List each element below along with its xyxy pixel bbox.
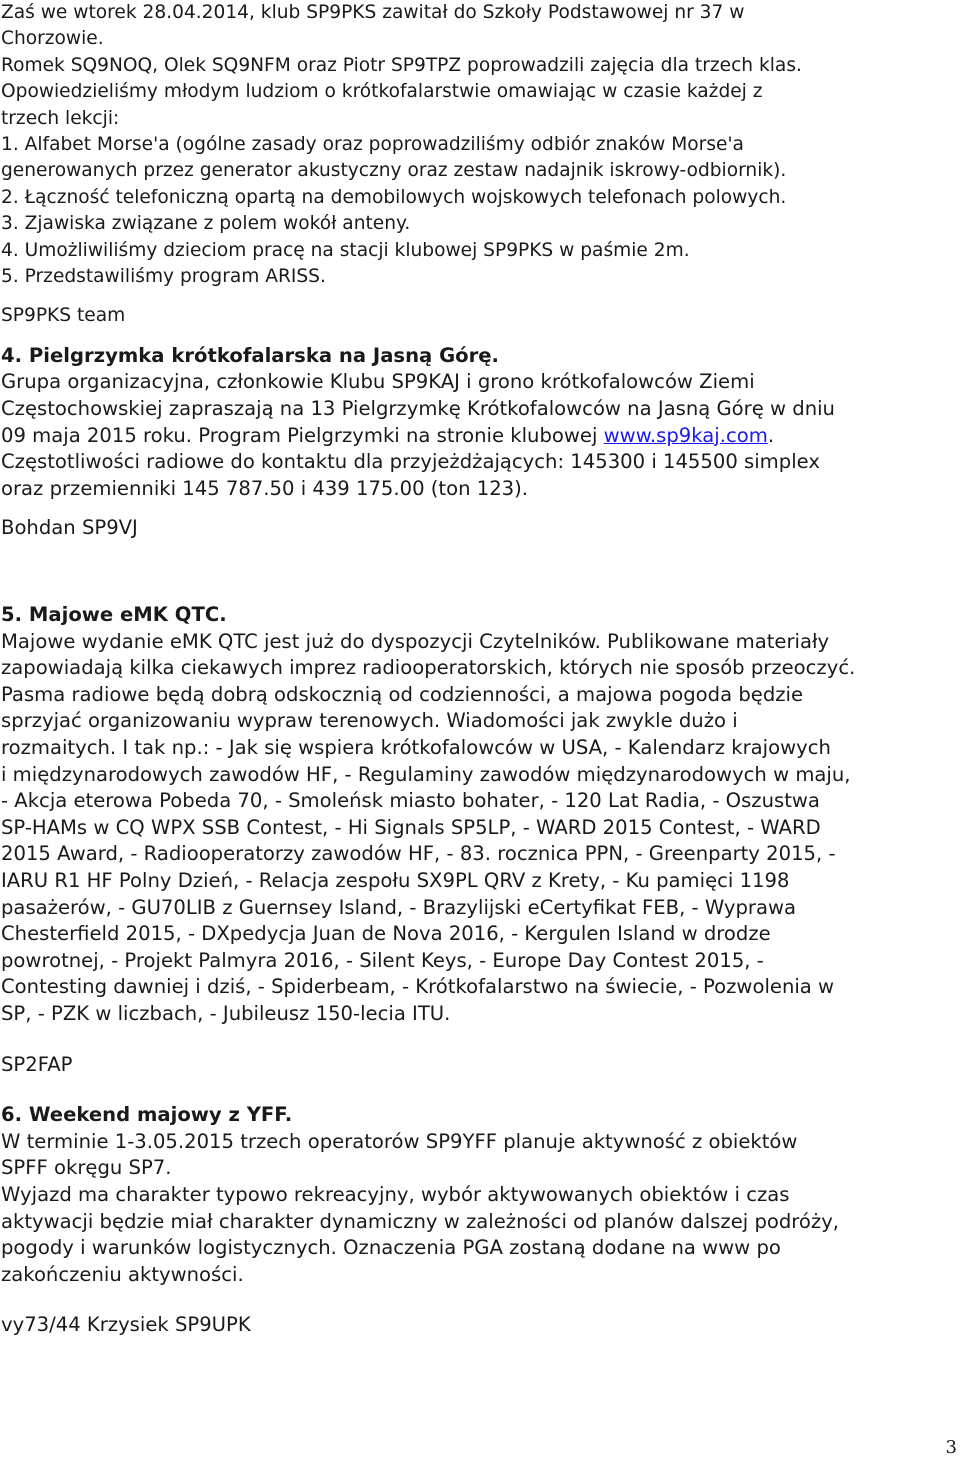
text-line: Pasma radiowe będą dobrą odskocznią od codzienności, a majowa pogoda będzie	[1, 682, 804, 706]
text-line: zapowiadają kilka ciekawych imprez radiooperatorskich, których nie sposób przeoczyć.	[1, 656, 856, 680]
text-line: 2015 Award, - Radiooperatorzy zawodów HF, - 83. rocznica PPN, - Greenparty 2015, -	[1, 842, 836, 866]
text-fragment: 09 maja 2015 roku. Program Pielgrzymki na stronie klubowej	[1, 423, 604, 447]
text-line: SP, - PZK w liczbach, - Jubileusz 150-lecia ITU.	[1, 1001, 451, 1025]
section-heading: 5. Majowe eMK QTC.	[1, 603, 227, 627]
signature: SP2FAP	[1, 1052, 73, 1076]
text-line: powrotnej, - Projekt Palmyra 2016, - Silent Keys, - Europe Day Contest 2015, -	[1, 948, 764, 972]
signature: SP9PKS team	[1, 305, 126, 327]
section-pks-visit	[1, 0, 960, 330]
list-item: 5. Przedstawiliśmy program ARISS.	[1, 266, 326, 288]
list-item: 3. Zjawiska związane z polem wokół anteny.	[1, 213, 411, 235]
list-item: 1. Alfabet Morse'a (ogólne zasady oraz poprowadziliśmy odbiór znaków Morse'a	[1, 134, 744, 156]
list-item: 2. Łączność telefoniczną opartą na demobilowych wojskowych telefonach polowych.	[1, 186, 787, 208]
text-line: Majowe wydanie eMK QTC jest już do dyspozycji Czytelników. Publikowane materiały	[1, 629, 830, 653]
text-line: SPFF okręgu SP7.	[1, 1156, 172, 1180]
section-pilgrimage	[1, 343, 960, 542]
list-item: generowanych przez generator akustyczny oraz zestaw nadajnik iskrowy-odbiornik).	[1, 160, 787, 182]
section-heading: 6. Weekend majowy z YFF.	[1, 1103, 293, 1127]
text-line: oraz przemienniki 145 787.50 i 439 175.00 (ton 123).	[1, 476, 529, 500]
club-website-link[interactable]: www.sp9kaj.com	[603, 423, 768, 447]
text-line: Częstochowskiej zapraszają na 13 Pielgrzymkę Krótkofalowców na Jasną Górę w dniu	[1, 397, 835, 421]
text-line: i międzynarodowych zawodów HF, - Regulaminy zawodów międzynarodowych w maju,	[1, 762, 851, 786]
text-line: Contesting dawniej i dziś, - Spiderbeam, - Krótkofalarstwo na świecie, - Pozwolenia w	[1, 975, 835, 999]
section-yff-weekend	[1, 1102, 960, 1339]
text-line: sprzyjać organizowaniu wypraw terenowych. Wiadomości jak zwykle dużo i	[1, 709, 738, 733]
text-line: W terminie 1-3.05.2015 trzech operatorów SP9YFF planuje aktywność z obiektów	[1, 1129, 798, 1153]
text-line: rozmaitych. I tak np.: - Jak się wspiera krótkofalowców w USA, - Kalendarz krajowych	[1, 736, 831, 759]
page-number: 3	[945, 1437, 957, 1458]
text-line: SP-HAMs w CQ WPX SSB Contest, - Hi Signals SP5LP, - WARD 2015 Contest, - WARD	[1, 815, 821, 839]
text-line: IARU R1 HF Polny Dzień, - Relacja zespołu SX9PL QRV z Krety, - Ku pamięci 1198	[1, 868, 790, 892]
text-line: trzech lekcji:	[1, 107, 120, 129]
text-line: pogody i warunków logistycznych. Oznaczenia PGA zostaną dodane na www po	[1, 1236, 781, 1260]
text-fragment: .	[767, 423, 775, 447]
text-line: zakończeniu aktywności.	[1, 1262, 244, 1286]
section-heading: 4. Pielgrzymka krótkofalarska na Jasną Górę.	[1, 343, 500, 367]
signature: vy73/44 Krzysiek SP9UPK	[1, 1313, 251, 1337]
text-line: Opowiedzieliśmy młodym ludziom o krótkofalarstwie omawiając w czasie każdej z	[1, 81, 763, 103]
text-line: Grupa organizacyjna, członkowie Klubu SP9KAJ i grono krótkofalowców Ziemi	[1, 370, 755, 394]
text-line: - Akcja eterowa Pobeda 70, - Smoleńsk miasto bohater, - 120 Lat Radia, - Oszustwa	[1, 789, 820, 813]
text-line	[1, 423, 960, 450]
text-line: Wyjazd ma charakter typowo rekreacyjny, wybór aktywowanych obiektów i czas	[1, 1182, 790, 1206]
text-line: Częstotliwości radiowe do kontaktu dla przyjeżdżających: 145300 i 145500 simplex	[1, 450, 820, 474]
signature: Bohdan SP9VJ	[1, 516, 138, 540]
text-line: pasażerów, - GU70LIB z Guernsey Island, - Brazylijski eCertyfikat FEB, - Wyprawa	[1, 895, 796, 919]
text-line: Romek SQ9NOQ, Olek SQ9NFM oraz Piotr SP9TPZ poprowadzili zajęcia dla trzech klas.	[1, 54, 802, 76]
text-line: aktywacji będzie miał charakter dynamiczny w zależności od planów dalszej podróży,	[1, 1209, 840, 1233]
text-line: Chorzowie.	[1, 28, 104, 50]
text-line: Chesterfield 2015, - DXpedycja Juan de Nova 2016, - Kergulen Island w drodze	[1, 922, 771, 946]
section-emk-qtc	[1, 602, 960, 1078]
list-item: 4. Umożliwiliśmy dzieciom pracę na stacji klubowej SP9PKS w paśmie 2m.	[1, 239, 690, 261]
text-line: Zaś we wtorek 28.04.2014, klub SP9PKS zawitał do Szkoły Podstawowej nr 37 w	[1, 2, 745, 23]
